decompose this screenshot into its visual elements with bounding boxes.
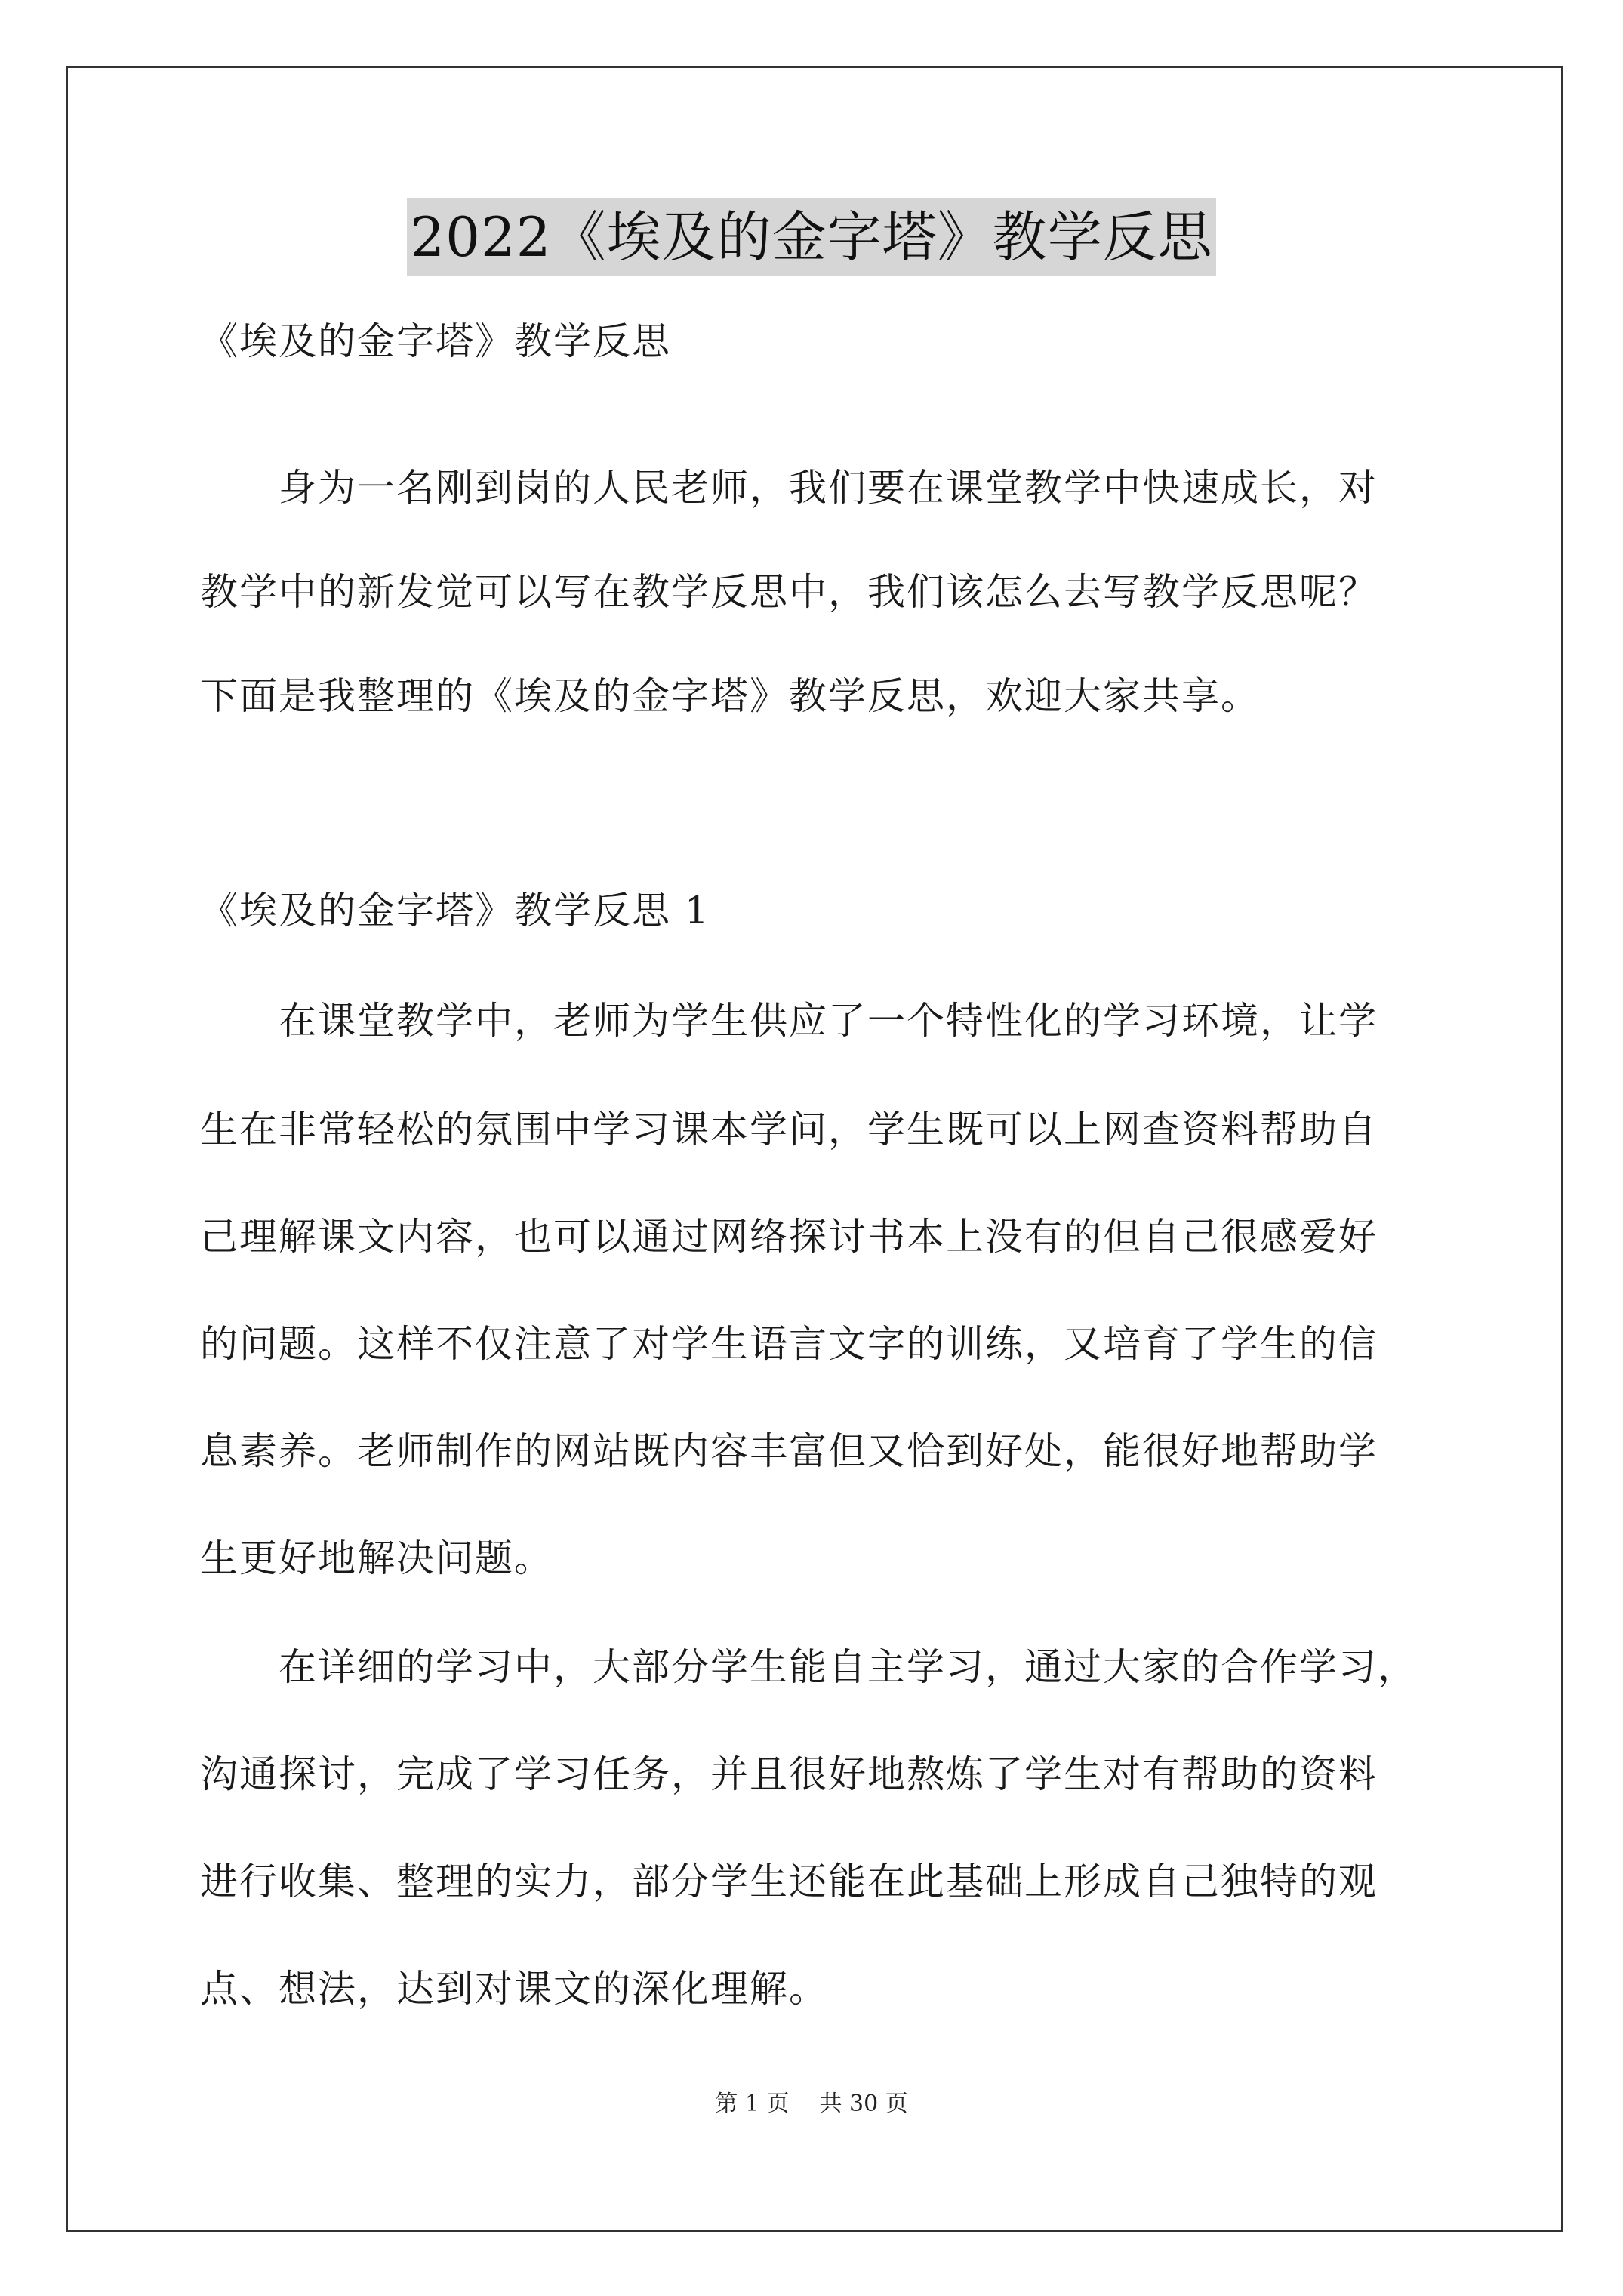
line-15: [200, 1965, 1438, 2013]
line-8: [200, 1213, 1438, 1261]
paragraph-heading: 《埃及的金字塔》教学反思: [200, 319, 671, 363]
line-4: [200, 672, 1438, 720]
line-1: [200, 317, 1438, 365]
page-total: 共 30 页: [819, 2091, 908, 2117]
line-2: [200, 464, 1438, 512]
paragraph-text: 在详细的学习中，大部分学生能自主学习，通过大家的合作学习，: [200, 1645, 1417, 1689]
paragraph-text: 生在非常轻松的氛围中学习课本学问，学生既可以上网查资料帮助自: [200, 1108, 1378, 1151]
line-5: [200, 886, 1438, 935]
paragraph-text: 在课堂教学中，老师为学生供应了一个特性化的学习环境，让学: [200, 999, 1378, 1043]
paragraph-text: 的问题。这样不仅注意了对学生语言文字的训练，又培育了学生的信: [200, 1322, 1378, 1366]
line-12: [200, 1643, 1438, 1691]
section-heading: 《埃及的金字塔》教学反思 1: [200, 889, 710, 932]
title-container: [0, 198, 1623, 276]
paragraph-text: 己理解课文内容，也可以通过网络探讨书本上没有的但自己很感爱好: [200, 1215, 1378, 1259]
paragraph-text: 下面是我整理的《埃及的金字塔》教学反思，欢迎大家共享。: [200, 674, 1260, 718]
line-6: [200, 997, 1438, 1045]
page-number: 第 1 页: [715, 2091, 790, 2117]
line-14: [200, 1857, 1438, 1906]
page-footer: [0, 2089, 1623, 2119]
line-9: [200, 1320, 1438, 1368]
line-13: [200, 1750, 1438, 1798]
line-10: [200, 1427, 1438, 1475]
paragraph-text: 点、想法，达到对课文的深化理解。: [200, 1967, 828, 2011]
paragraph-text: 沟通探讨，完成了学习任务，并且很好地熬炼了学生对有帮助的资料: [200, 1752, 1378, 1796]
paragraph-text: 进行收集、整理的实力，部分学生还能在此基础上形成自己独特的观: [200, 1860, 1378, 1903]
paragraph-text: 身为一名刚到岗的人民老师，我们要在课堂教学中快速成长，对: [200, 466, 1378, 510]
paragraph-text: 教学中的新发觉可以写在教学反思中，我们该怎么去写教学反思呢？: [200, 570, 1378, 614]
document-title: 2022《埃及的金字塔》教学反思: [407, 198, 1215, 276]
line-3: [200, 568, 1438, 616]
paragraph-text: 息素养。老师制作的网站既内容丰富但又恰到好处，能很好地帮助学: [200, 1429, 1378, 1473]
line-7: [200, 1105, 1438, 1154]
line-11: [200, 1534, 1438, 1583]
paragraph-text: 生更好地解决问题。: [200, 1536, 553, 1580]
